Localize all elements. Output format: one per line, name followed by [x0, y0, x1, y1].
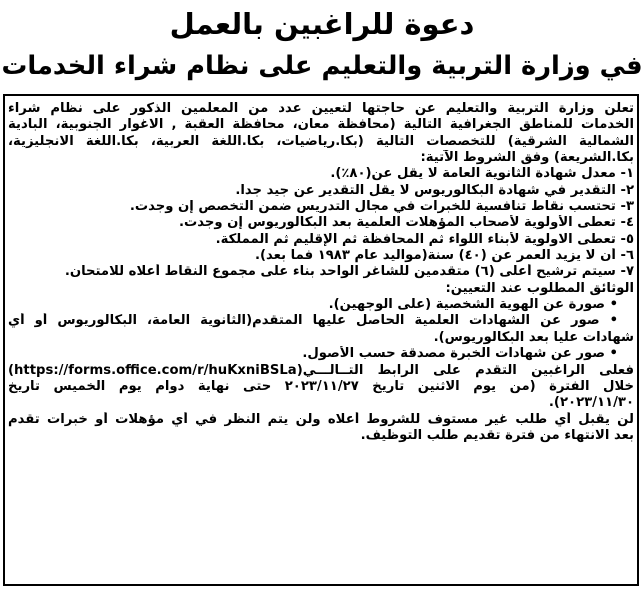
- condition-4: ٤- تعطى الأولوية لأصحاب المؤهلات العلمية بعد البكالوريوس إن وجدت.: [178, 215, 634, 231]
- note-line: لن يقبل أي طلب غير مستوف للشروط أعلاه ولن يتم النظر في أي مؤهلات أو خبرات تقدم: [8, 411, 634, 427]
- document-item: • صور عن شهادات الخبرة مصدقة حسب الأصول.: [302, 346, 618, 362]
- body-line: الشمالية الشرقية) للتخصصات التالية (بكا.رياضيات، بكا.اللغة العربية، بكا.اللغة الانجليزية،: [8, 133, 634, 149]
- document-item-cont: شهادات عليا بعد البكالوريوس).: [433, 329, 634, 345]
- document-item: • صور عن الشهادات العلمية الحاصل عليها المتقدم(الثانوية العامة، البكالوريوس أو أي: [8, 313, 618, 329]
- condition-2: ٢- التقدير في شهادة البكالوريوس لا يقل التقدير عن جيد جدا.: [235, 182, 634, 198]
- document-item: • صورة عن الهوية الشخصية (على الوجهين).: [328, 297, 618, 313]
- note-line: بعد الانتهاء من فترة تقديم طلب التوظيف.: [360, 427, 634, 443]
- subheadline: في وزارة التربية والتعليم على نظام شراء الخدمات: [1, 51, 643, 81]
- condition-3: ٣- تحتسب نقاط تنافسية للخبرات في مجال التدريس ضمن التخصص إن وجدت.: [129, 199, 634, 215]
- documents-heading: الوثائق المطلوب عند التعيين:: [445, 280, 634, 296]
- period-end-date: ٢٠٢٣/١١/٣٠).: [548, 395, 634, 411]
- body-line: بكا.الشريعة) وفق الشروط الآتية:: [420, 150, 634, 166]
- condition-6: ٦- أن لا يزيد العمر عن (٤٠) سنة(مواليد عام ١٩٨٣ فما بعد).: [255, 248, 634, 264]
- body-line: الخدمات للمناطق الجغرافية التالية (محافظة معان، محافظة العقبة , الاغوار الجنوبية، البادية: [8, 117, 634, 133]
- notice-body: [8, 101, 634, 444]
- condition-7: ٧- سيتم ترشيح أعلى (٦) متقدمين للشاغر الواحد بناء على مجموع النقاط أعلاه للامتحان.: [64, 264, 634, 280]
- body-line: تعلن وزارة التربية والتعليم عن حاجتها لتعيين عدد من المعلمين الذكور على نظام شراء: [8, 101, 634, 116]
- period-line: خلال الفترة (من يوم الاثنين تاريخ ٢٠٢٣/١١/٢٧ حتى نهاية دوام يوم الخميس تاريخ: [8, 378, 634, 394]
- headline: دعوة للراغبين بالعمل: [169, 7, 475, 41]
- condition-5: ٥- تعطى الاولوية لأبناء اللواء ثم المحافظة ثم الإقليم ثم المملكة.: [215, 231, 634, 247]
- condition-1: ١- معدل شهادة الثانوية العامة لا يقل عن(٨٠٪).: [330, 166, 634, 182]
- apply-link-line: فعلى الراغبين التقدم على الرابط التــالـــي(https://forms.office.com/r/huKxniBSLa): [8, 362, 634, 378]
